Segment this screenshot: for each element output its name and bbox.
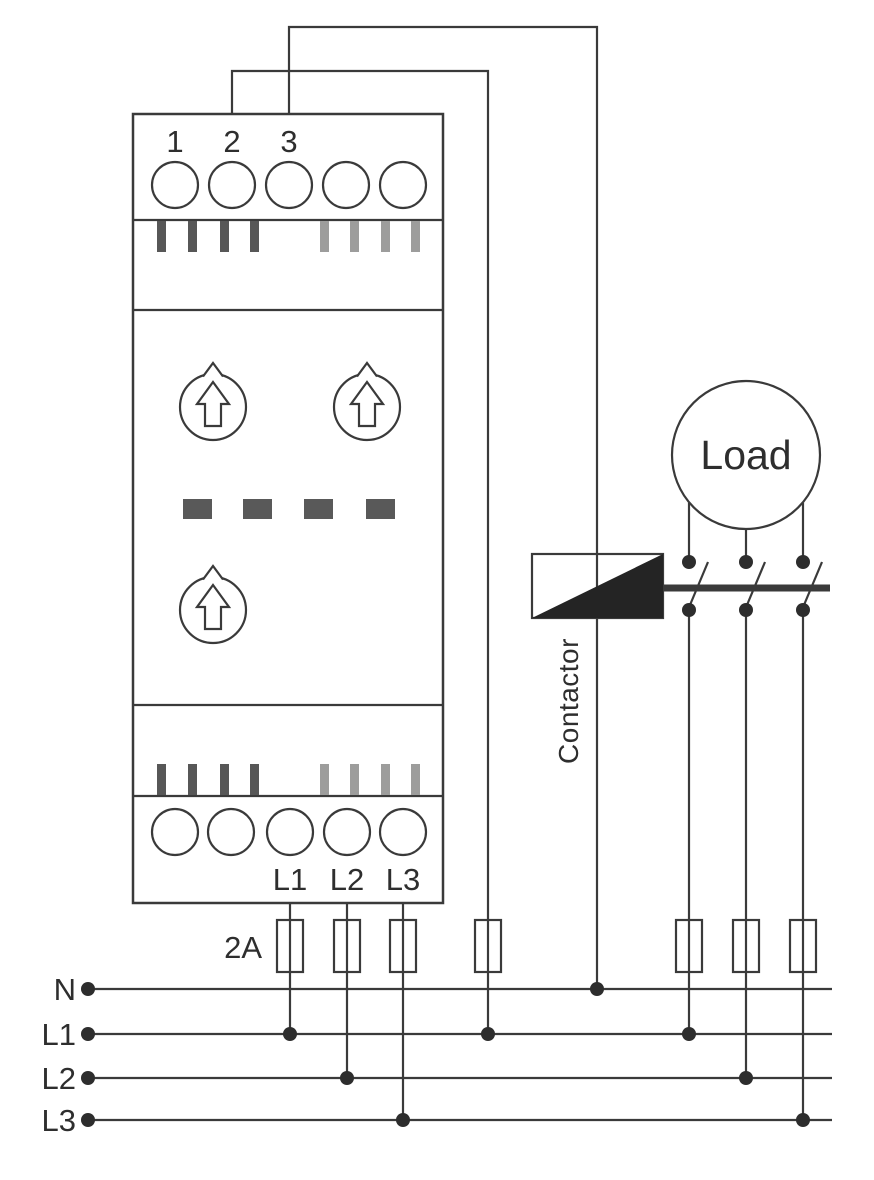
fuse-symbol [676,920,702,972]
vent-bar [350,764,359,795]
vent-bar [381,764,390,795]
terminal-label-l1: L1 [272,862,308,897]
vent-bar [157,764,166,795]
vent-bar [411,764,420,795]
fuse-symbol [733,920,759,972]
vent-bar [250,764,259,795]
terminal-circle [380,162,426,208]
junction-dot [682,1027,696,1041]
load-label: Load [700,432,792,478]
junction-dot [283,1027,297,1041]
terminal-label-l3: L3 [385,862,421,897]
junction-dot [340,1071,354,1085]
junction-dot [81,982,95,996]
junction-dot [396,1113,410,1127]
contact-dot [796,555,810,569]
display-segment [304,499,333,519]
monitoring-relay-body [133,114,443,903]
fuse-symbol [277,920,303,972]
vent-bar [157,221,166,252]
vent-bar [411,221,420,252]
junction-dot [481,1027,495,1041]
contact-dot [682,603,696,617]
monitoring-relay [133,114,443,903]
fuse-rating-label: 2A [224,930,262,965]
junction-dot [739,1071,753,1085]
terminal-label-3: 3 [280,124,298,159]
junction-dot [796,1113,810,1127]
terminal-circle [266,162,312,208]
vent-bar [381,221,390,252]
terminal-label-l2: L2 [329,862,365,897]
contact-dot [739,555,753,569]
terminal-circle [323,162,369,208]
terminal-label-2: 2 [223,124,241,159]
bus-label-l2: L2 [41,1061,76,1096]
fuse-symbol [390,920,416,972]
contactor-label: Contactor [553,638,584,764]
vent-bar [188,764,197,795]
contact-dot [796,603,810,617]
fuse-symbol [334,920,360,972]
fuse-symbol [790,920,816,972]
vent-bar [320,221,329,252]
vent-bar [350,221,359,252]
fuse-symbol [475,920,501,972]
junction-dot [590,982,604,996]
contact-dot [739,603,753,617]
vent-bar [250,221,259,252]
display-segment [183,499,212,519]
vent-bar [320,764,329,795]
junction-dot [81,1027,95,1041]
terminal-label-1: 1 [166,124,184,159]
terminal-circle [267,809,313,855]
bus-label-n: N [53,972,76,1007]
contact-dot [682,555,696,569]
terminal-circle [324,809,370,855]
terminal-circle [208,809,254,855]
vent-bar [188,221,197,252]
terminal-circle [380,809,426,855]
bus-label-l3: L3 [41,1103,76,1138]
bus-label-l1: L1 [41,1017,76,1052]
junction-dot [81,1113,95,1127]
terminal-circle [209,162,255,208]
terminal-circle [152,162,198,208]
vent-bar [220,764,229,795]
display-segment [243,499,272,519]
vent-bar [220,221,229,252]
junction-dot [81,1071,95,1085]
display-segment [366,499,395,519]
terminal-circle [152,809,198,855]
